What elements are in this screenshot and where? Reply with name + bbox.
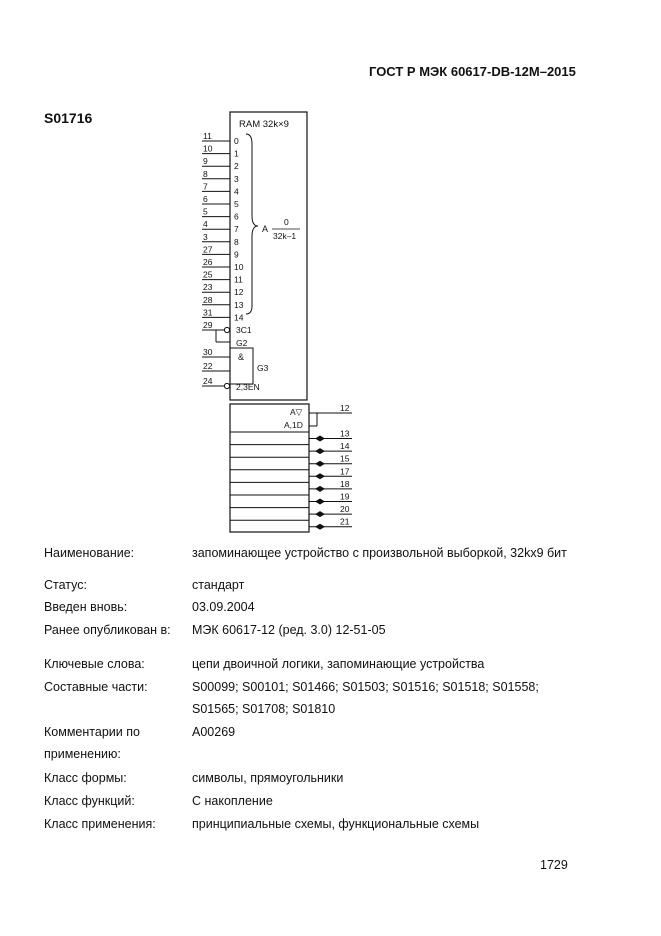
bidirectional-arrow-icon [315,524,325,530]
info-label-line: Класс функций: [44,794,135,808]
pin-24: 24 [203,376,213,386]
output-pin-12: 12 [340,403,350,413]
info-value-line: A00269 [192,725,236,739]
info-label [44,676,189,698]
info-value-line: стандарт [192,578,245,592]
address-pin-10: 26 [203,257,213,267]
address-bit-7: 7 [234,224,239,235]
address-bit-0: 0 [234,136,239,146]
bidirectional-arrow-icon [315,486,325,492]
and-gate-symbol: & [238,352,245,362]
info-label-line: Наименование: [44,546,135,560]
address-pin-8: 3 [203,231,208,242]
info-label [44,574,189,596]
page-number: 1729 [540,858,568,872]
address-bit-2: 2 [234,161,239,172]
address-fraction-bottom: 32k–1 [273,231,297,241]
bidirectional-arrow-icon [315,473,325,479]
info-label-line: Класс применения: [44,817,156,831]
address-pin-2: 9 [203,156,208,167]
output-pin-2: 14 [340,441,350,452]
info-value [192,596,642,618]
info-value-line: S00099; S00101; S01466; S01503; S01516; S01518; S01558; [192,680,539,694]
address-bit-11: 11 [234,274,243,285]
info-label [44,790,189,812]
info-label-line: Класс формы: [44,771,127,785]
info-label [44,813,189,835]
address-bit-6: 6 [234,211,239,222]
ram-logic-symbol [190,108,370,538]
address-pin-9: 27 [203,244,213,255]
output-pin-7: 20 [340,504,350,515]
info-label [44,721,189,765]
address-pin-0: 11 [203,131,212,141]
address-bit-8: 8 [234,236,239,247]
address-pin-13: 28 [203,294,213,305]
address-bit-10: 10 [234,262,244,272]
page-header: ГОСТ Р МЭК 60617-DB-12M–2015 [369,64,576,79]
pin-29: 29 [203,320,213,330]
bidirectional-arrow-icon [315,461,325,467]
address-pin-1: 10 [203,143,213,154]
address-bit-12: 12 [234,287,244,298]
address-pin-5: 6 [203,194,208,204]
info-label [44,619,189,641]
info-label [44,542,189,564]
info-value [192,790,642,812]
info-value-line: МЭК 60617-12 (ред. 3.0) 12-51-05 [192,623,386,637]
output-pin-4: 17 [340,466,350,477]
address-bit-3: 3 [234,173,239,184]
label-g2: G2 [236,338,248,348]
output-pin-6: 19 [340,491,350,502]
data-outputs [230,429,352,530]
info-value [192,813,642,835]
address-pin-3: 8 [203,168,208,179]
address-pin-11: 25 [203,269,213,280]
info-label-line: Ключевые слова: [44,657,145,671]
address-bit-14: 14 [234,312,244,323]
address-pin-4: 7 [203,181,208,192]
output-pin-5: 18 [340,478,350,489]
pin-30: 30 [203,347,213,357]
address-bit-5: 5 [234,199,239,209]
info-label [44,767,189,789]
info-value [192,542,642,564]
info-label-line: Статус: [44,578,87,592]
info-value-line: принципиальные схемы, функциональные схемы [192,817,480,831]
output-label-a-tri: A▽ [290,407,303,417]
address-bit-9: 9 [234,249,239,260]
address-pin-14: 31 [203,307,213,318]
pin-22: 22 [203,361,213,371]
info-value-line: 03.09.2004 [192,600,255,614]
info-value [192,767,642,789]
address-pin-6: 5 [203,206,208,217]
symbol-code: S01716 [44,110,93,126]
info-value-line: символы, прямоугольники [192,771,344,785]
info-value [192,653,642,675]
address-bit-13: 13 [234,299,244,310]
info-label [44,596,189,618]
label-g3: G3 [257,363,269,373]
clock-inversion-circle [224,327,229,332]
ram-title: RAM 32k×9 [239,119,289,130]
address-pin-7: 4 [203,219,208,230]
info-value [192,676,642,720]
info-label-line: Составные части: [44,680,148,694]
address-bit-4: 4 [234,186,239,197]
label-2-3en: 2,3EN [236,382,260,392]
address-brace [246,134,258,314]
info-label-line-2: применению: [44,747,121,761]
info-value-line: С накопление [192,794,273,808]
info-label [44,653,189,675]
info-label-line: Введен вновь: [44,600,128,614]
info-label-line: Ранее опубликован в: [44,623,171,637]
info-value [192,574,642,596]
info-value [192,619,642,641]
info-value-line: цепи двоичной логики, запоминающие устройства [192,657,485,671]
output-label-a-1d: A,1D [284,420,303,430]
bidirectional-arrow-icon [315,448,325,454]
address-fraction-top: 0 [284,217,289,227]
output-pin-3: 15 [340,453,350,464]
bidirectional-arrow-icon [315,499,325,505]
output-pin-8: 21 [340,516,350,527]
info-label-line: Комментарии по [44,725,140,739]
bidirectional-arrow-icon [315,436,325,442]
output-pin-1: 13 [340,428,350,439]
address-group-label: A [262,224,269,234]
address-pin-12: 23 [203,282,213,293]
info-value-line: запоминающее устройство с произвольной выборкой, 32kx9 бит [192,546,567,560]
bidirectional-arrow-icon [315,511,325,517]
info-value [192,721,642,743]
enable-inversion-circle [224,383,229,388]
address-inputs [202,131,244,322]
address-bit-1: 1 [234,148,239,159]
label-3c1: 3C1 [236,325,252,335]
info-value-line-2: S01565; S01708; S01810 [192,702,336,716]
